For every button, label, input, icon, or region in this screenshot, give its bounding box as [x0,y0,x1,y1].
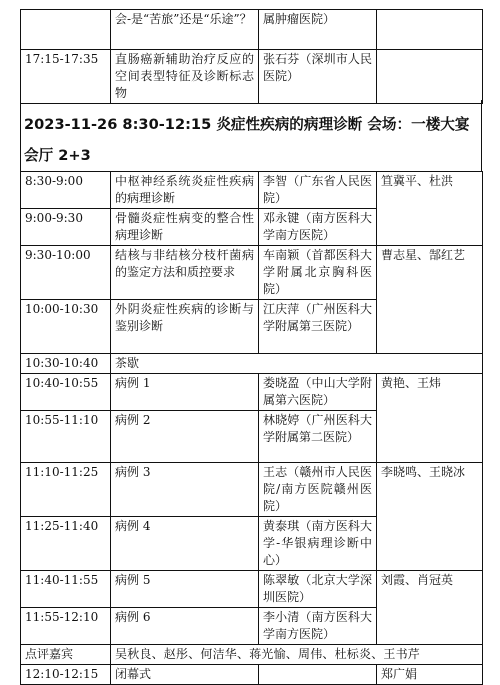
speaker-cell: 李智（广东省人民医院） [259,172,377,209]
time-cell: 8:30-9:00 [21,172,111,209]
speaker-cell: 黄泰琪（南方医科大学-华银病理诊断中心） [259,517,377,571]
topic-cell: 骨髓炎症性病变的整合性病理诊断 [111,209,259,246]
speaker-cell: 江庆萍（广州医科大学附属第三医院） [259,300,377,354]
time-cell: 11:55-12:10 [21,608,111,645]
chair-cell: 李晓鸣、王晓冰 [377,463,483,571]
speaker-cell: 王志（赣州市人民医院/南方医院赣州医院） [259,463,377,517]
speaker-cell: 李小清（南方医科大学南方医院） [259,608,377,645]
time-cell: 9:30-10:00 [21,246,111,300]
chair-cell: 黄艳、王炜 [377,374,483,463]
topic-cell: 中枢神经系统炎症性疾病的病理诊断 [111,172,259,209]
topic-cell: 病例 4 [111,517,259,571]
reviewers-label: 点评嘉宾 [21,645,111,665]
chair-cell: 郑广娟 [377,665,483,685]
table-row [21,246,483,300]
speaker-cell: 娄晓盈（中山大学附属第六医院） [259,374,377,411]
time-cell: 11:10-11:25 [21,463,111,517]
table-row [21,50,483,104]
topic-cell: 直肠癌新辅助治疗反应的空间表型特征及诊断标志物 [111,50,259,104]
time-cell: 11:25-11:40 [21,517,111,571]
table-row [21,571,483,608]
time-cell: 11:40-11:55 [21,571,111,608]
topic-cell: 会-是“苦旅”还是“乐途”？ [111,10,259,50]
chair-cell [377,50,483,104]
speaker-cell: 张石芬（深圳市人民医院） [259,50,377,104]
time-cell: 10:55-11:10 [21,411,111,463]
schedule-table-main [20,171,483,685]
topic-cell: 病例 1 [111,374,259,411]
speaker-cell [259,665,377,685]
chair-cell: 笪冀平、杜洪 [377,172,483,246]
topic-cell: 结核与非结核分枝杆菌病的鉴定方法和质控要求 [111,246,259,300]
table-row [21,172,483,209]
speaker-cell: 车南颖（首都医科大学附属北京胸科医院） [259,246,377,300]
time-cell: 17:15-17:35 [21,50,111,104]
topic-cell: 闭幕式 [111,665,259,685]
break-cell: 茶歇 [111,354,483,374]
chair-cell [377,10,483,50]
session-title: 2023-11-26 8:30-12:15 炎症性疾病的病理诊断 会场：一楼大宴 [24,116,470,133]
table-row [21,645,483,665]
schedule-table-top [20,9,483,104]
time-cell: 9:00-9:30 [21,209,111,246]
table-row [21,10,483,50]
time-cell: 10:00-10:30 [21,300,111,354]
topic-cell: 病例 2 [111,411,259,463]
topic-cell: 外阴炎症性疾病的诊断与鉴别诊断 [111,300,259,354]
speaker-cell: 林晓婷（广州医科大学附属第二医院） [259,411,377,463]
topic-cell: 病例 5 [111,571,259,608]
topic-cell: 病例 3 [111,463,259,517]
time-cell: 10:40-10:55 [21,374,111,411]
time-cell: 12:10-12:15 [21,665,111,685]
chair-cell: 刘霞、肖冠英 [377,571,483,645]
session-venue: 会厅 2+3 [24,147,91,164]
topic-cell: 病例 6 [111,608,259,645]
table-row [21,374,483,411]
speaker-cell: 邓永键（南方医科大学南方医院） [259,209,377,246]
speaker-cell: 属肿瘤医院） [259,10,377,50]
reviewers-names: 吴秋良、赵彤、何洁华、蒋光愉、周伟、杜标炎、王书芹 [111,645,483,665]
table-row [21,665,483,685]
table-row [21,354,483,374]
chair-cell: 曹志星、郜红艺 [377,246,483,354]
session-banner [20,100,482,172]
speaker-cell: 陈翠敏（北京大学深圳医院） [259,571,377,608]
table-row [21,463,483,517]
time-cell: 10:30-10:40 [21,354,111,374]
time-cell [21,10,111,50]
